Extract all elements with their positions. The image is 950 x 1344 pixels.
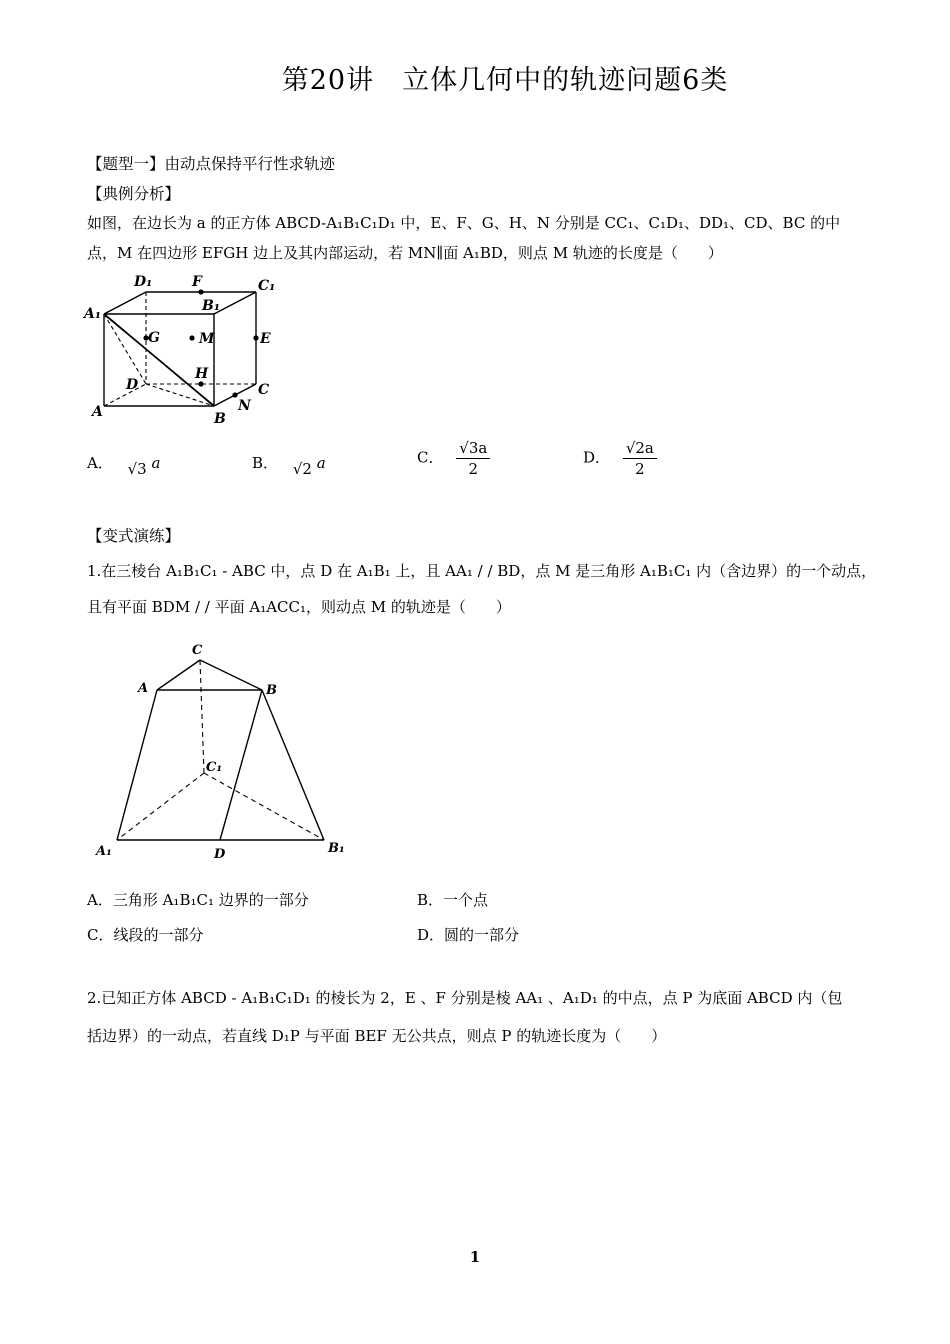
- label-A1: A₁: [96, 844, 112, 859]
- section-heading-practice: 【变式演练】: [87, 527, 181, 545]
- label-D1: D₁: [134, 274, 153, 290]
- example-question-line2: 点，M 在四边形 EFGH 边上及其内部运动，若 MN∥面 A₁BD，则点 M 轨迹的长度是（ ）: [87, 244, 723, 262]
- section-heading-type1: 【题型一】由动点保持平行性求轨迹: [87, 155, 336, 173]
- label-B1: B₁: [202, 298, 220, 314]
- label-F: F: [192, 274, 202, 290]
- label-H: H: [195, 366, 209, 382]
- label-C: C: [192, 643, 203, 658]
- label-B1: B₁: [328, 841, 345, 856]
- label-A: A: [138, 681, 149, 696]
- page-number: 1: [469, 1248, 481, 1266]
- fraction: $\frac{√2a}{2}$: [623, 438, 657, 479]
- label-E: E: [260, 331, 271, 347]
- fraction: $\frac{√3a}{2}$: [456, 438, 490, 479]
- label-N: N: [238, 398, 251, 414]
- cube-figure: [82, 270, 282, 430]
- label-G: G: [148, 330, 160, 346]
- label-M: M: [199, 331, 215, 347]
- label-C: C: [258, 382, 270, 398]
- label-B: B: [214, 411, 226, 427]
- page-title: 第20讲 立体几何中的轨迹问题6类: [281, 65, 729, 96]
- label-D: D: [214, 847, 226, 862]
- label-C1: C₁: [258, 278, 276, 294]
- example-option-a[interactable]: A． √3 a: [87, 454, 161, 478]
- sub-heading-example: 【典例分析】: [87, 185, 181, 203]
- q2-line1: 2.已知正方体 ABCD - A₁B₁C₁D₁ 的棱长为 2，E 、F 分别是棱 AA₁ 、A₁D₁ 的中点，点 P 为底面 ABCD 内（包: [87, 989, 843, 1007]
- frustum-figure: [92, 640, 362, 865]
- example-question-line1: 如图，在边长为 a 的正方体 ABCD-A₁B₁C₁D₁ 中，E、F、G、H、N 分别是 CC₁、C₁D₁、DD₁、CD、BC 的中: [87, 214, 841, 232]
- example-option-d[interactable]: D． $\frac{√2a}{2}$: [583, 438, 657, 479]
- q1-option-c[interactable]: C．线段的一部分: [87, 926, 204, 944]
- q1-option-d[interactable]: D．圆的一部分: [417, 926, 520, 944]
- label-B: B: [266, 683, 277, 698]
- label-A1: A₁: [84, 306, 101, 322]
- label-D: D: [126, 377, 139, 393]
- q1-line1: 1.在三棱台 A₁B₁C₁ - ABC 中，点 D 在 A₁B₁ 上，且 AA₁ / / BD，点 M 是三角形 A₁B₁C₁ 内（含边界）的一个动点，: [87, 562, 877, 580]
- q1-line2: 且有平面 BDM / / 平面 A₁ACC₁，则动点 M 的轨迹是（ ）: [87, 598, 511, 616]
- example-option-c[interactable]: C． $\frac{√3a}{2}$: [417, 438, 490, 479]
- q2-line2: 括边界）的一动点，若直线 D₁P 与平面 BEF 无公共点，则点 P 的轨迹长度为（ ）: [87, 1027, 667, 1045]
- label-C1: C₁: [206, 760, 223, 775]
- q1-option-a[interactable]: A．三角形 A₁B₁C₁ 边界的一部分: [87, 891, 309, 909]
- example-option-b[interactable]: B． √2 a: [252, 454, 326, 478]
- q1-option-b[interactable]: B．一个点: [417, 891, 489, 909]
- label-A: A: [92, 404, 103, 420]
